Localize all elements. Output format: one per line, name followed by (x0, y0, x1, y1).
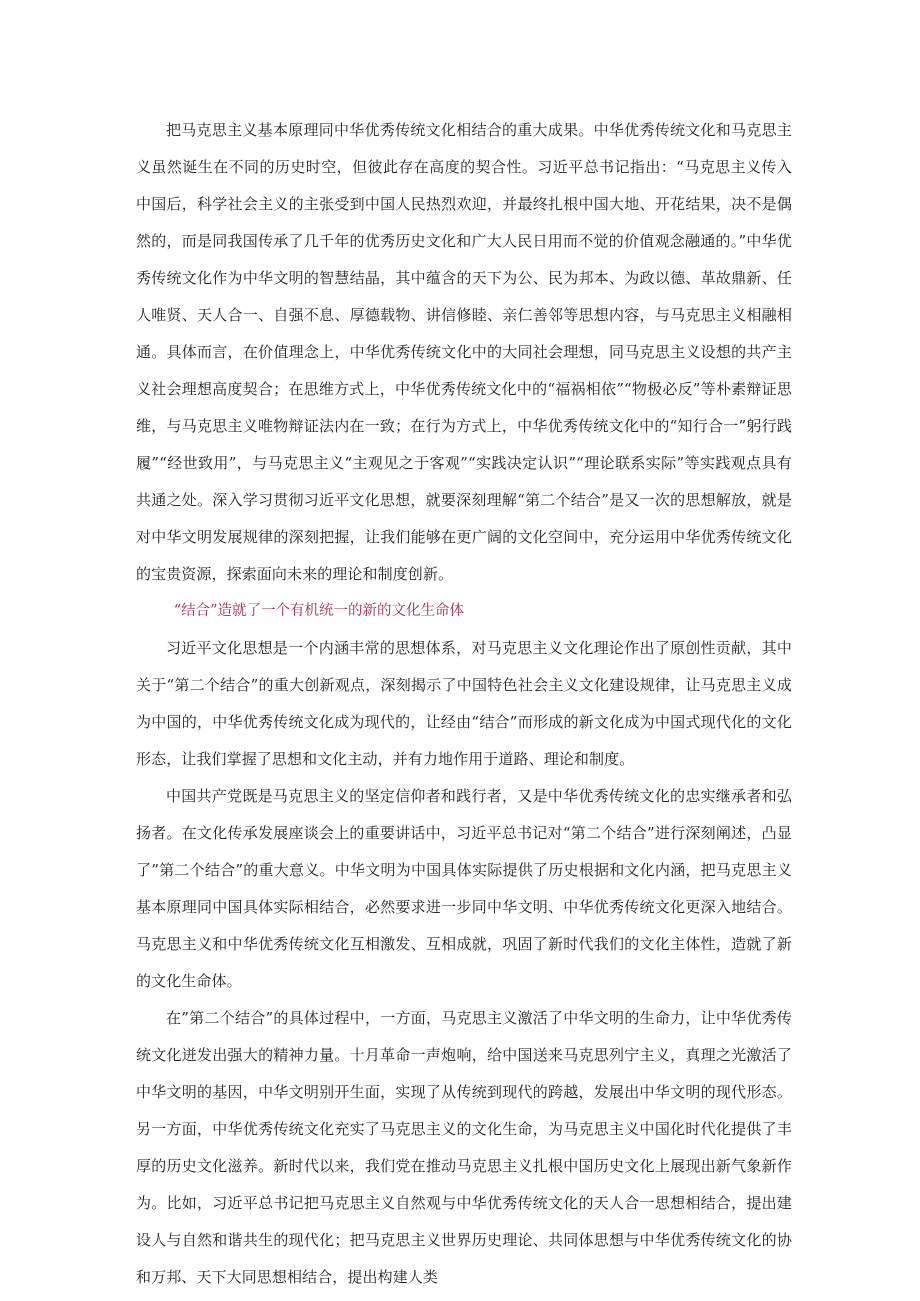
paragraph-4: 在”第二个结合”的具体过程中，一方面，马克思主义激活了中华文明的生命力，让中华优秀传统文化迸发出强大的精神力量。十月革命一声炮响，给中国送来马克思列宁主义，真理之光激活了中华文明的基因，中华文明别开生面，实现了从传统到现代的跨越，发展出中华文明的现代形态。另一方面，中华优秀传统文化充实了马克思主义的文化生命，为马克思主义中国化时代化提供了丰厚的历史文化滋养。新时代以来，我们党在推动马克思主义扎根中国历史文化上展现出新气象新作为。比如，习近平总书记把马克思主义自然观与中华优秀传统文化的天人合一思想相结合，提出建设人与自然和谐共生的现代化；把马克思主义世界历史理论、共同体思想与中华优秀传统文化的协和万邦、天下大同思想相结合，提出构建人类 (136, 1009, 792, 1286)
section-heading: “结合”造就了一个有机统一的新的文化生命体 (173, 603, 465, 619)
paragraph-3: 中国共产党既是马克思主义的坚定信仰者和践行者，又是中华优秀传统文化的忠实继承者和弘扬者。在文化传承发展座谈会上的重要讲话中，习近平总书记对“第二个结合”进行深刻阐述，凸显了”第二个结合”的重大意义。中华文明为中国具体实际提供了历史根据和文化内涵，把马克思主义基本原理同中国具体实际相结合，必然要求进一步同中华文明、中华优秀传统文化更深入地结合。马克思主义和中华优秀传统文化互相激发、互相成就，巩固了新时代我们的文化主体性，造就了新的文化生命体。 (136, 787, 792, 990)
document-page (136, 112, 792, 1296)
paragraph-1: 把马克思主义基本原理同中华优秀传统文化相结合的重大成果。中华优秀传统文化和马克思主义虽然诞生在不同的历史时空，但彼此存在高度的契合性。习近平总书记指出：“马克思主义传入中国后，科学社会主义的主张受到中国人民热烈欢迎，并最终扎根中国大地、开花结果，决不是偶然的，而是同我国传承了几千年的优秀历史文化和广大人民日用而不觉的价值观念融通的。”中华优秀传统文化作为中华文明的智慧结晶，其中蕴含的天下为公、民为邦本、为政以德、革故鼎新、任人唯贤、天人合一、自强不息、厚德载物、讲信修睦、亲仁善邻等思想内容，与马克思主义相融相通。具体而言，在价值理念上，中华优秀传统文化中的大同社会理想，同马克思主义设想的共产主义社会理想高度契合；在思维方式上，中华优秀传统文化中的“福祸相依”“物极必反”等朴素辩证思维，与马克思主义唯物辩证法内在一致；在行为方式上，中华优秀传统文化中的“知行合一”躬行践履”“经世致用”，与马克思主义“主观见之于客观”“实践决定认识”“理论联系实际”等实践观点具有共通之处。深入学习贯彻习近平文化思想，就要深刻理解“第二个结合”是又一次的思想解放，就是对中华文明发展规律的深刻把握，让我们能够在更广阔的文化空间中，充分运用中华优秀传统文化的宝贵资源，探索面向未来的理论和制度创新。 (136, 121, 792, 583)
paragraph-2: 习近平文化思想是一个内涵丰常的思想体系，对马克思主义文化理论作出了原创性贡献，其中关于“第二个结合”的重大创新观点，深刻揭示了中国特色社会主义文化建设规律，让马克思主义成为中国的，中华优秀传统文化成为现代的，让经由“结合”而形成的新文化成为中国式现代化的文化形态，让我们掌握了思想和文化主动，并有力地作用于道路、理论和制度。 (136, 639, 792, 768)
